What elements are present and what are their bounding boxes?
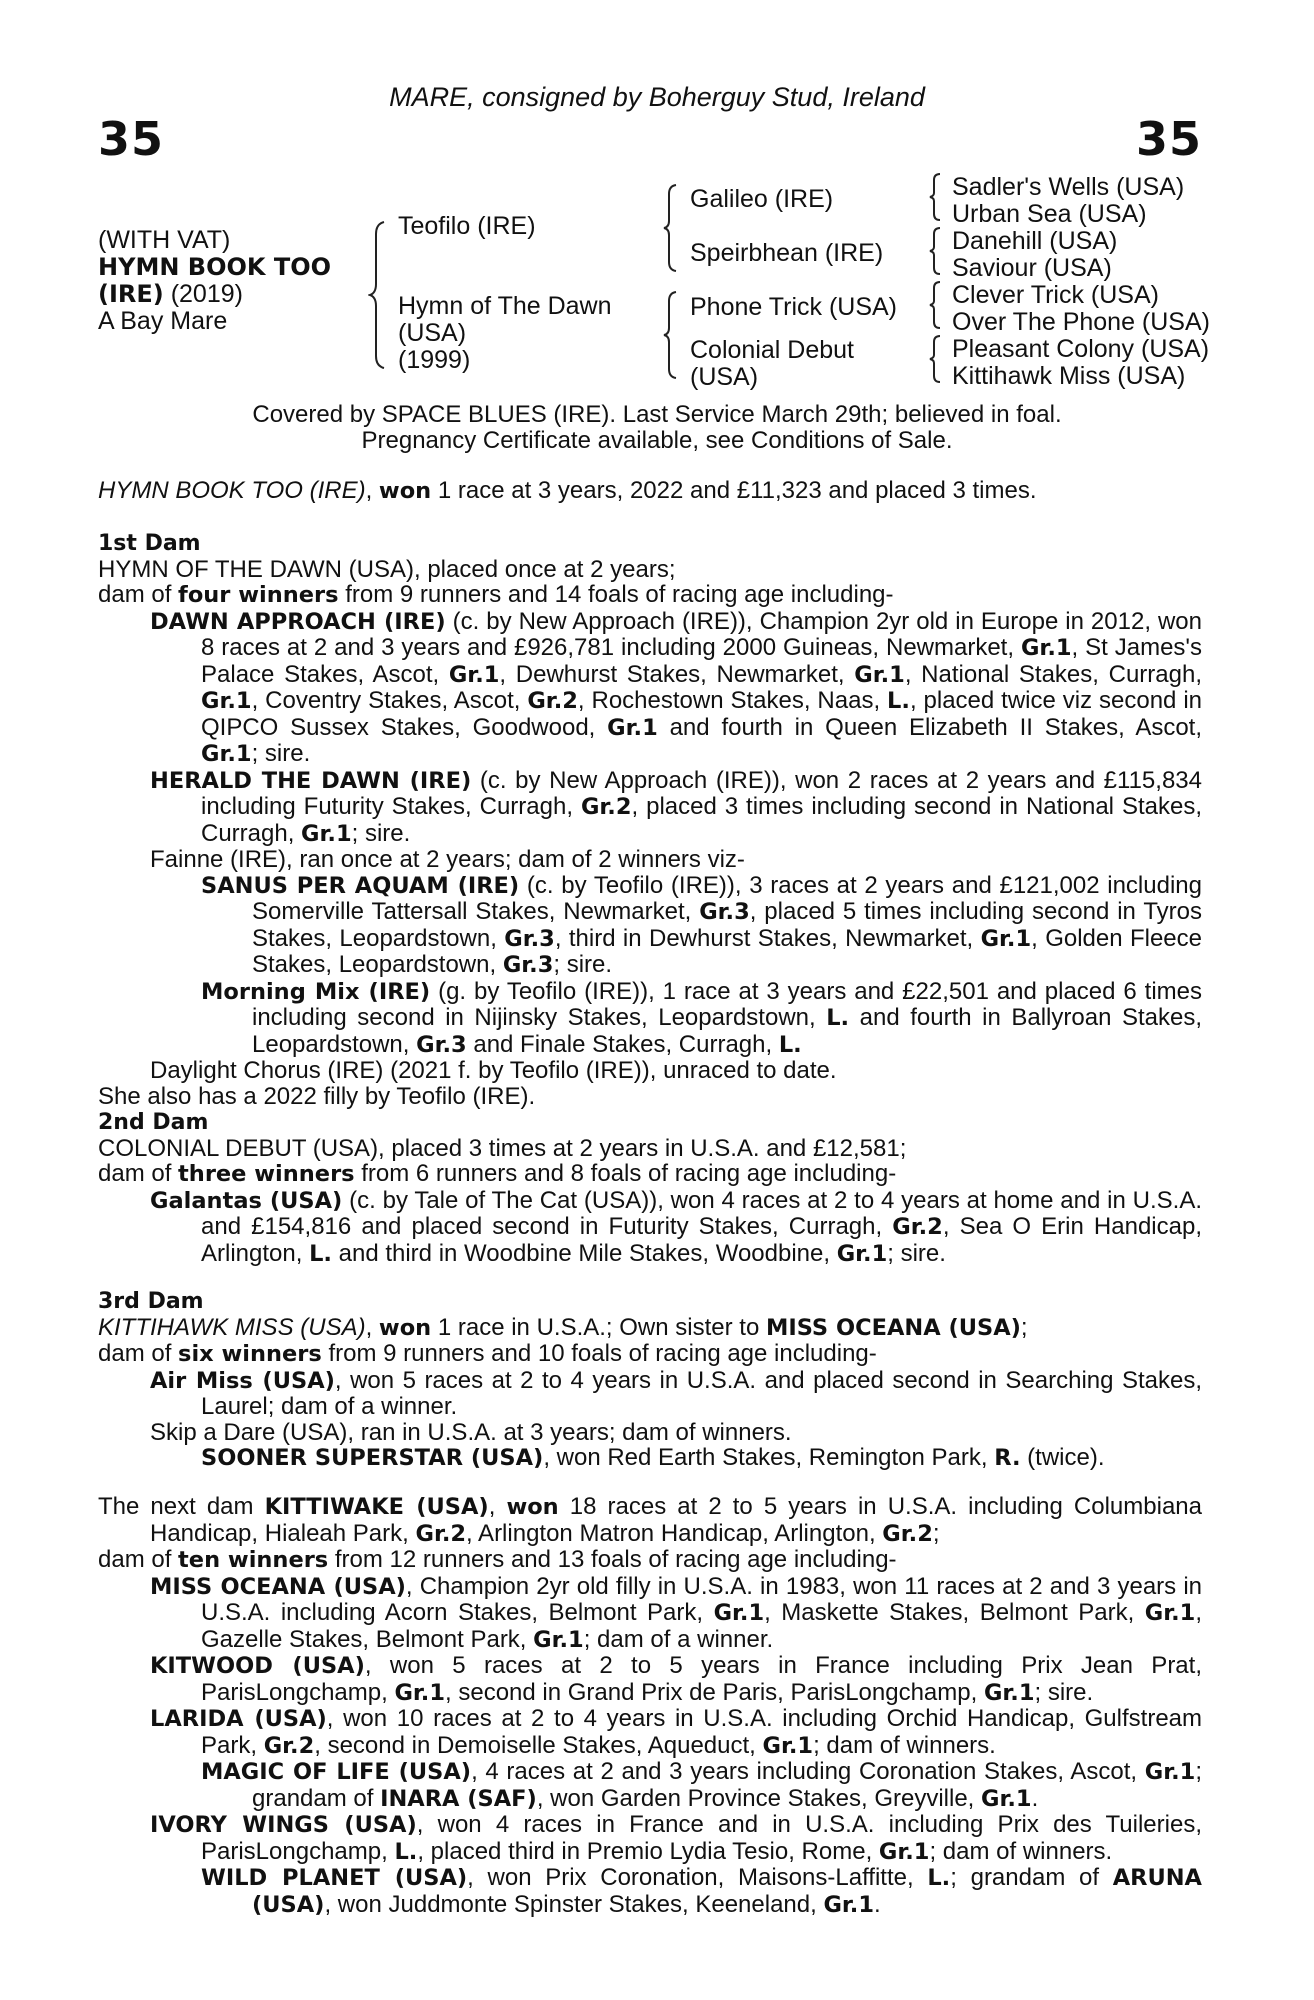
lot-number-left: 35 [98,112,165,166]
third-dam-line1: KITTIHAWK MISS (USA), won 1 race in U.S.A.; Own sister to MISS OCEANA (USA); [98,1313,1028,1341]
subject-block [98,227,331,335]
dam-dam-line2: (USA) [690,363,759,391]
produce-2022-filly: She also has a 2022 filly by Teofilo (IRE). [98,1082,536,1110]
produce-kitwood: KITWOOD (USA), won 5 races at 2 to 5 years in France including Prix Jean Prat, ParisLongchamp, Gr.1, second in Grand Prix de Paris, ParisLongchamp, Gr.1; sire. [150,1652,1202,1706]
first-dam-line2: dam of four winners from 9 runners and 14 foals of racing age including- [98,581,894,608]
gen3-4: Saviour (USA) [952,254,1112,282]
vat-note: (WITH VAT) [98,226,231,254]
produce-fainne: Fainne (IRE), ran once at 2 years; dam of 2 winners viz- [150,846,745,873]
dam-year: (1999) [398,346,471,374]
produce-larida: LARIDA (USA), won 10 races at 2 to 4 years in U.S.A. including Orchid Handicap, Gulfstream Park, Gr.2, second in Demoiselle Stakes, Aqueduct, Gr.1; dam of winners. [150,1705,1203,1759]
produce-herald-the-dawn: HERALD THE DAWN (IRE) (c. by New Approach (IRE)), won 2 races at 2 years and £115,834 including Futurity Stakes, Curragh, Gr.2, placed 3 times including second in National Stakes, Curragh, Gr.1; sire. [150,766,1202,847]
covered-line1: Covered by SPACE BLUES (IRE). Last Service March 29th; believed in foal. [252,401,1062,428]
next-dam-line1: The next dam KITTIWAKE (USA), won 18 races at 2 to 5 years in U.S.A. including Columbiana Handicap, Hialeah Park, Gr.2, Arlington Matron Handicap, Arlington, Gr.2; [98,1493,1202,1547]
produce-galantas: Galantas (USA) (c. by Tale of The Cat (USA)), won 4 races at 2 to 4 years at home and in U.S.A. and £154,816 and placed second in Futurity Stakes, Curragh, Gr.2, Sea O Erin Handicap, Arlington, L. and third in Woodbine Mile Stakes, Woodbine, Gr.1; sire. [150,1186,1202,1267]
third-dam-heading: 3rd Dam [98,1289,204,1314]
dam-block [398,293,612,374]
grandproduce-sanus-per-aquam: SANUS PER AQUAM (IRE) (c. by Teofilo (IRE)), 3 races at 2 years and £121,002 including Somerville Tattersall Stakes, Newmarket, Gr.3, placed 5 times including second in Tyros Stakes, Leopardstown, Gr.3, third in Dewhurst Stakes, Newmarket, Gr.1, Golden Fleece Stakes, Leopardstown, Gr.3; sire. [201,871,1202,978]
gen3-3: Danehill (USA) [952,227,1118,255]
second-dam-line1: COLONIAL DEBUT (USA), placed 3 times at 2 years in U.S.A. and £12,581; [98,1134,907,1162]
brace-gen2-sire [662,183,678,273]
produce-air-miss: Air Miss (USA), won 5 races at 2 to 4 years in U.S.A. and placed second in Searching Stakes, Laurel; dam of a winner. [150,1366,1203,1420]
race-record-section [98,478,1202,505]
covered-line2: Pregnancy Certificate available, see Conditions of Sale. [361,427,953,454]
brace-gen2-dam [662,290,678,380]
sire-sire: Galileo (IRE) [690,185,834,213]
horse-name: HYMN BOOK TOO [98,253,332,281]
sire-dam: Speirbhean (IRE) [690,239,884,267]
produce-dawn-approach: DAWN APPROACH (IRE) (c. by New Approach (IRE)), Champion 2yr old in Europe in 2012, won 8 races at 2 and 3 years and £926,781 including 2000 Guineas, Newmarket, Gr.1, St James's Palace Stakes, Ascot, Gr.1, Dewhurst Stakes, Newmarket, Gr.1, National Stakes, Curragh, Gr.1, Coventry Stakes, Ascot, Gr.2, Rochestown Stakes, Naas, L., placed twice viz second in QIPCO Sussex Stakes, Goodwood, Gr.1 and fourth in Queen Elizabeth II Stakes, Ascot, Gr.1; sire. [150,607,1203,767]
grandproduce-wild-planet: WILD PLANET (USA), won Prix Coronation, Maisons-Laffitte, L.; grandam of ARUNA (USA), won Juddmonte Spinster Stakes, Keeneland, Gr.1. [201,1864,1202,1918]
first-dam-line1: HYMN OF THE DAWN (USA), placed once at 2 years; [98,555,676,583]
gen3-2: Urban Sea (USA) [952,200,1147,228]
produce-skip-a-dare: Skip a Dare (USA), ran in U.S.A. at 3 years; dam of winners. [150,1418,792,1446]
brace-gen3-2 [928,226,942,276]
dam-dam-line1: Colonial Debut [690,336,854,364]
next-dam-section [98,1494,1202,1918]
first-dam-section [98,531,1202,1109]
horse-year: (2019) [170,280,243,308]
sire: Teofilo (IRE) [398,212,536,240]
brace-gen3-1 [928,172,942,222]
gen3-6: Over The Phone (USA) [952,308,1210,336]
third-dam-line2: dam of six winners from 9 runners and 10 foals of racing age including- [98,1340,877,1367]
dam-dam-block [690,337,854,391]
brace-gen3-3 [928,280,942,330]
produce-miss-oceana: MISS OCEANA (USA), Champion 2yr old filly in U.S.A. in 1983, won 11 races at 2 and 3 years in U.S.A. including Acorn Stakes, Belmont Park, Gr.1, Maskette Stakes, Belmont Park, Gr.1, Gazelle Stakes, Belmont Park, Gr.1; dam of a winner. [150,1572,1202,1653]
dam-name-line2: (USA) [398,319,467,347]
gen3-5: Clever Trick (USA) [952,281,1159,309]
horse-description: A Bay Mare [98,307,228,335]
second-dam-line2: dam of three winners from 6 runners and 8 foals of racing age including- [98,1160,897,1187]
second-dam-heading: 2nd Dam [98,1110,209,1135]
horse-country: (IRE) [98,280,164,308]
grandproduce-magic-of-life: MAGIC OF LIFE (USA), 4 races at 2 and 3 years including Coronation Stakes, Ascot, Gr.1; grandam of INARA (SAF), won Garden Province Stakes, Greyville, Gr.1. [201,1758,1202,1812]
second-dam-section [98,1110,1202,1267]
produce-ivory-wings: IVORY WINGS (USA), won 4 races in France and in U.S.A. including Prix des Tuileries, ParisLongchamp, L., placed third in Premio Lydia Tesio, Rome, Gr.1; dam of winners. [150,1811,1202,1865]
next-dam-line2: dam of ten winners from 12 runners and 13 foals of racing age including- [98,1546,897,1573]
first-dam-heading: 1st Dam [98,531,201,556]
produce-daylight-chorus: Daylight Chorus (IRE) (2021 f. by Teofilo (IRE)), unraced to date. [150,1057,837,1084]
gen3-1: Sadler's Wells (USA) [952,173,1185,201]
consignment-line: MARE, consigned by Boherguy Stud, Ireland [389,82,925,112]
race-record: HYMN BOOK TOO (IRE), won 1 race at 3 years, 2022 and £11,323 and placed 3 times. [98,477,1037,504]
third-dam-section [98,1289,1202,1472]
grandproduce-sooner-superstar: SOONER SUPERSTAR (USA), won Red Earth Stakes, Remington Park, R. (twice). [201,1444,1105,1471]
dam-name-line1: Hymn of The Dawn [398,292,612,320]
lot-number-right: 35 [1135,112,1202,166]
covered-note [0,402,1314,454]
brace-gen1 [368,220,386,370]
gen3-8: Kittihawk Miss (USA) [952,362,1186,390]
gen3-7: Pleasant Colony (USA) [952,335,1210,363]
dam-sire: Phone Trick (USA) [690,293,898,321]
brace-gen3-4 [928,334,942,384]
grandproduce-morning-mix: Morning Mix (IRE) (g. by Teofilo (IRE)), 1 race at 3 years and £22,501 and placed 6 times including second in Nijinsky Stakes, Leopardstown, L. and fourth in Ballyroan Stakes, Leopardstown, Gr.3 and Finale Stakes, Curragh, L. [201,977,1203,1058]
